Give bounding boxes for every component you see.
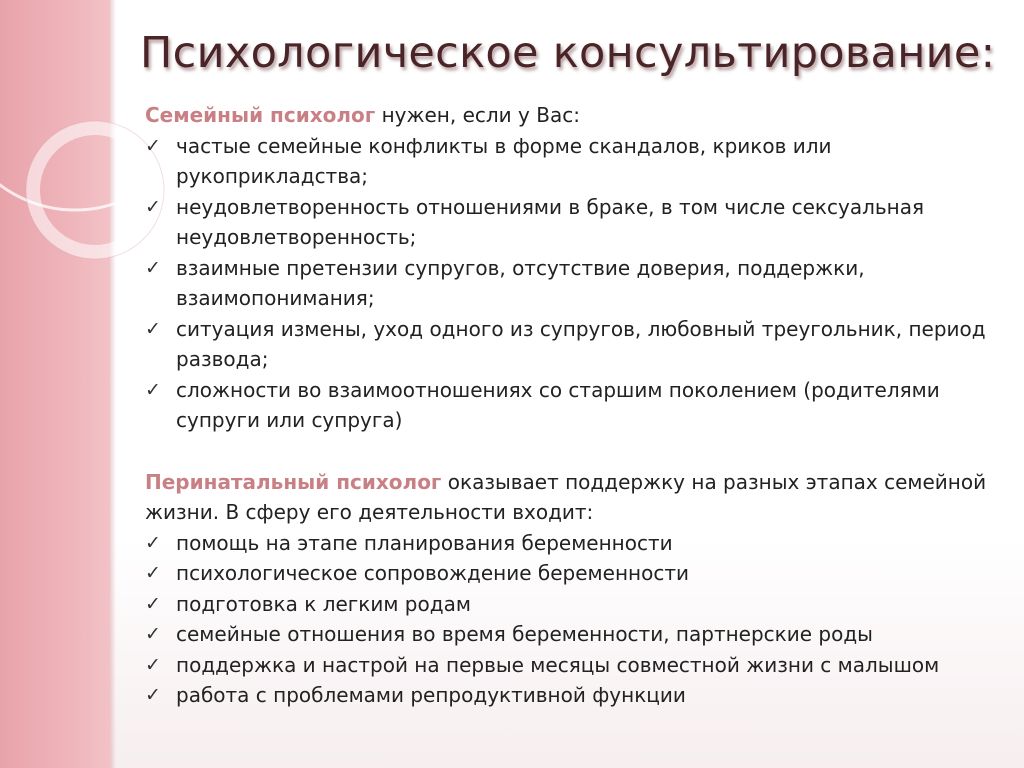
list-item-text: помощь на этапе планирования беременности (176, 530, 673, 555)
check-icon: ✓ (145, 684, 161, 706)
list-item-text: взаимные претензии супругов, отсутствие доверия, поддержки, взаимопонимания; (176, 255, 865, 310)
list-item-text: сложности во взаимоотношениях со старшим поколением (родителями супруги или супруга) (176, 377, 940, 432)
slide-title: Психологическое консультирование: (140, 28, 996, 78)
list-item (145, 314, 1005, 375)
list-item-text: неудовлетворенность отношениями в браке, в том числе сексуальная неудовлетворенность; (176, 194, 925, 249)
list-item (145, 619, 1005, 650)
list-item-text: работа с проблемами репродуктивной функции (176, 683, 686, 707)
section1-list (145, 131, 1005, 436)
list-item (145, 650, 1005, 681)
check-icon: ✓ (145, 592, 161, 615)
check-icon: ✓ (145, 378, 161, 401)
check-icon: ✓ (145, 562, 161, 584)
section1-intro (145, 100, 1005, 131)
check-icon: ✓ (145, 653, 161, 676)
list-item-text: семейные отношения во время беременности, партнерские роды (176, 622, 873, 646)
list-item-text: ситуация измены, уход одного из супругов, любовный треугольник, период развода; (176, 316, 986, 371)
section2-intro-text: оказывает поддержку на разных этапах семейной жизни. В сферу его деятельности входит: (145, 469, 987, 524)
list-item-text: частые семейные конфликты в форме скандалов, криков или рукоприкладства; (176, 133, 832, 188)
list-item-text: подготовка к легким родам (176, 591, 471, 616)
section2-list (145, 528, 1005, 711)
list-item-text: психологическое сопровождение беременности (176, 561, 689, 585)
list-item (145, 589, 1005, 620)
check-icon: ✓ (145, 317, 161, 340)
list-item (145, 680, 1005, 711)
list-item-text: поддержка и настрой на первые месяцы совместной жизни с малышом (176, 652, 940, 677)
section1-intro-text: нужен, если у Вас: (375, 103, 580, 127)
list-item (145, 253, 1005, 314)
check-icon: ✓ (145, 134, 161, 157)
check-icon: ✓ (145, 623, 161, 645)
small-ring (33, 128, 157, 252)
list-item (145, 558, 1005, 589)
check-icon: ✓ (145, 256, 161, 279)
list-item (145, 375, 1005, 436)
list-item (145, 131, 1005, 192)
slide-content (145, 100, 1005, 711)
list-item (145, 528, 1005, 559)
check-icon: ✓ (145, 195, 161, 218)
check-icon: ✓ (145, 531, 161, 554)
section2-intro (145, 467, 1005, 528)
section1-highlight: Семейный психолог (145, 103, 376, 127)
section-spacer (145, 436, 1005, 467)
list-item (145, 192, 1005, 253)
section2-highlight: Перинатальный психолог (145, 469, 442, 494)
